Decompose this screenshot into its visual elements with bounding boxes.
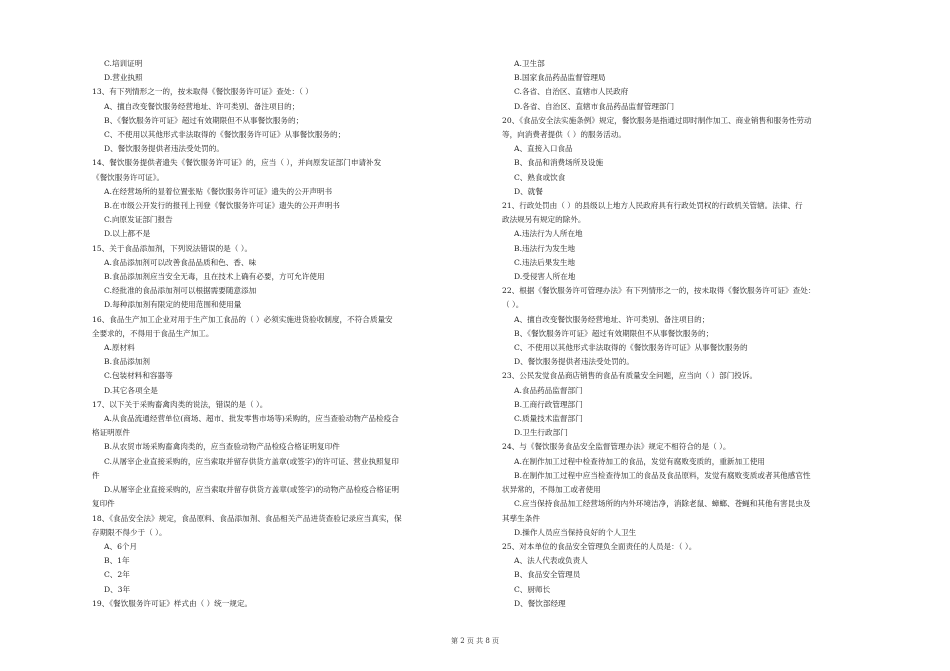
text-continuation: 等，向消费者提供（ ）的服务活动。 <box>502 130 626 140</box>
answer-option: D、3年 <box>104 584 131 594</box>
answer-option: C.包装材料和容器等 <box>104 371 173 381</box>
text-continuation: 件 <box>92 470 100 480</box>
answer-option: A.食品添加剂可以改善食品品质和色、香、味 <box>104 257 257 267</box>
answer-option: C.向原发证部门报告 <box>104 215 173 225</box>
question-text: 15、关于食品添加剂，下列说法错误的是（ ）。 <box>92 243 253 253</box>
answer-option: A、擅自改变餐饮服务经营地址、许可类别、备注项目的； <box>104 101 300 111</box>
answer-option: D.卫生行政部门 <box>514 428 568 438</box>
question-text: 17、以下关于采购畜禽肉类的说法，错误的是（ ）。 <box>92 399 268 409</box>
answer-option: C、不使用以其他形式非法取得的《餐饮服务许可证》从事餐饮服务的 <box>514 343 748 353</box>
question-text: 13、有下列情形之一的，按未取得《餐饮服务许可证》查处：（ ） <box>92 87 313 97</box>
question-text: 21、行政处罚由（ ）的县级以上地方人民政府具有行政处罚权的行政机关管辖。法律、行 <box>502 201 803 211</box>
answer-option: B、《餐饮服务许可证》超过有效期限但不从事餐饮服务的； <box>104 115 304 125</box>
text-continuation: 其孳生条件 <box>502 513 540 523</box>
answer-option: B、食品安全管理员 <box>514 570 581 580</box>
question-text: 18、《食品安全法》规定，食品原料、食品添加剂、食品相关产品进货查验记录应当真实，保 <box>92 513 402 523</box>
answer-option: D.以上都不是 <box>104 229 151 239</box>
question-text: 19、《餐饮服务许可证》样式由（ ）统一规定。 <box>92 598 253 608</box>
answer-option: A.在经营场所的显着位置张贴《餐饮服务许可证》遗失的公开声明书 <box>104 186 333 196</box>
answer-option: D.营业执照 <box>104 73 143 83</box>
answer-option: D.每种添加剂有限定的使用范围和使用量 <box>104 300 242 310</box>
page-footer: 第 2 页 共 8 页 <box>450 637 500 645</box>
answer-option: A.违法行为人所在地 <box>514 229 583 239</box>
answer-option: D.受侵害人所在地 <box>514 272 576 282</box>
answer-option: C.培训证明 <box>104 59 143 68</box>
text-continuation: 复印件 <box>92 499 115 509</box>
answer-option: C.经批准的食品添加剂可以根据需要随意添加 <box>104 286 257 296</box>
answer-option: D、就餐 <box>514 186 543 196</box>
answer-option: C.质量技术监督部门 <box>514 414 583 424</box>
text-continuation: 《餐饮服务许可证》。 <box>92 172 165 182</box>
question-text: 14、餐饮服务提供者遗失《餐饮服务许可证》的，应当（ ），并向原发证部门申请补发 <box>92 158 382 168</box>
answer-option: A、擅自改变餐饮服务经营地址、许可类别、备注项目的； <box>514 314 710 324</box>
answer-option: D、餐饮服务提供者违法受处罚的。 <box>514 357 634 367</box>
question-text: 24、与《餐饮服务食品安全监督管理办法》规定不相符合的是（ ）。 <box>502 442 731 452</box>
answer-option: A、6个月 <box>104 541 138 551</box>
answer-option: B.食品添加剂应当安全无毒，且在技术上确有必要，方可允许使用 <box>104 272 325 282</box>
answer-option: B.食品添加剂 <box>104 357 150 367</box>
answer-option: C、不使用以其他形式非法取得的《餐饮服务许可证》从事餐饮服务的； <box>104 130 346 140</box>
answer-option: B.在市级公开发行的报刊上刊登《餐饮服务许可证》遗失的公开声明书 <box>104 201 340 211</box>
answer-option: C、厨师长 <box>514 584 551 594</box>
answer-option: C.从屠宰企业直接采购的，应当索取并留存供货方盖章(或签字)的许可证、营业执照复印 <box>104 456 399 466</box>
left-column <box>92 57 487 611</box>
answer-option: B、食品和消费场所及设施 <box>514 158 604 168</box>
text-continuation: 全要求的，不得用于食品生产加工。 <box>92 328 214 338</box>
answer-option: C.各省、自治区、直辖市人民政府 <box>514 87 629 97</box>
answer-option: D、餐饮部经理 <box>514 598 566 608</box>
answer-option: C、熟食或饮食 <box>514 172 566 182</box>
text-continuation: 状异常的，不得加工或者使用 <box>502 485 601 495</box>
answer-option: B.从农贸市场采购畜禽肉类的，应当查验动物产品检疫合格证明复印件 <box>104 442 340 452</box>
answer-option: B、《餐饮服务许可证》超过有效期限但不从事餐饮服务的； <box>514 328 714 338</box>
text-continuation: 格证明原件 <box>92 428 130 438</box>
answer-option: B.国家食品药品监督管理局 <box>514 73 606 83</box>
answer-option: B.违法行为发生地 <box>514 243 576 253</box>
answer-option: B.在制作加工过程中应当检查待加工的食品及食品原料，发觉有腐败变质或者其他感官性 <box>514 470 811 480</box>
answer-option: A、法人代表或负责人 <box>514 556 588 566</box>
answer-option: B.工商行政管理部门 <box>514 399 583 409</box>
answer-option: C.违法后果发生地 <box>514 257 576 267</box>
question-text: 20、《食品安全法实施条例》规定，餐饮服务是指通过即时制作加工、商业销售和服务性劳动 <box>502 115 812 125</box>
answer-option: A.原材料 <box>104 343 135 353</box>
answer-option: C、2年 <box>104 570 130 580</box>
answer-option: D.操作人员应当保持良好的个人卫生 <box>514 527 637 537</box>
answer-option: A.食品药品监督部门 <box>514 385 583 395</box>
text-continuation: 政法规另有规定的除外。 <box>502 215 586 225</box>
answer-option: A.在制作加工过程中检查待加工的食品，发觉有腐败变质的，重新加工使用 <box>514 456 765 466</box>
answer-option: A.卫生部 <box>514 59 545 68</box>
text-continuation: 存期限不得少于（ ）。 <box>92 527 167 537</box>
answer-option: B、1年 <box>104 556 130 566</box>
question-text: 16、食品生产加工企业对用于生产加工食品的（ ）必须实施进货验收制度，不符合质量安 <box>92 314 393 324</box>
question-text: 22、根据《餐饮服务许可管理办法》有下列情形之一的，按未取得《餐饮服务许可证》查处： <box>502 286 816 296</box>
answer-option: D.各省、自治区、直辖市食品药品监督管理部门 <box>514 101 675 111</box>
text-continuation: （ ）。 <box>502 300 524 310</box>
answer-option: C.应当保持食品加工经营场所的内外环境洁净，消除老鼠、蟑螂、苍蝇和其他有害昆虫及 <box>514 499 811 509</box>
right-column <box>502 57 897 611</box>
question-text: 25、对本单位的食品安全管理负全面责任的人员是：（ ）。 <box>502 541 697 551</box>
answer-option: D、餐饮服务提供者违法受处罚的。 <box>104 144 224 154</box>
answer-option: D.其它各项全是 <box>104 385 158 395</box>
answer-option: D.从屠宰企业直接采购的，应当索取并留存供货方盖章(或签字)的动物产品检疫合格证明 <box>104 485 400 495</box>
answer-option: A.从食品流通经营单位(商场、超市、批发零售市场等)采购的，应当查验动物产品检疫合 <box>104 414 399 424</box>
answer-option: A、直接入口食品 <box>514 144 573 154</box>
question-text: 23、公民发觉食品商店销售的食品有质量安全问题，应当向（ ）部门投诉。 <box>502 371 758 381</box>
